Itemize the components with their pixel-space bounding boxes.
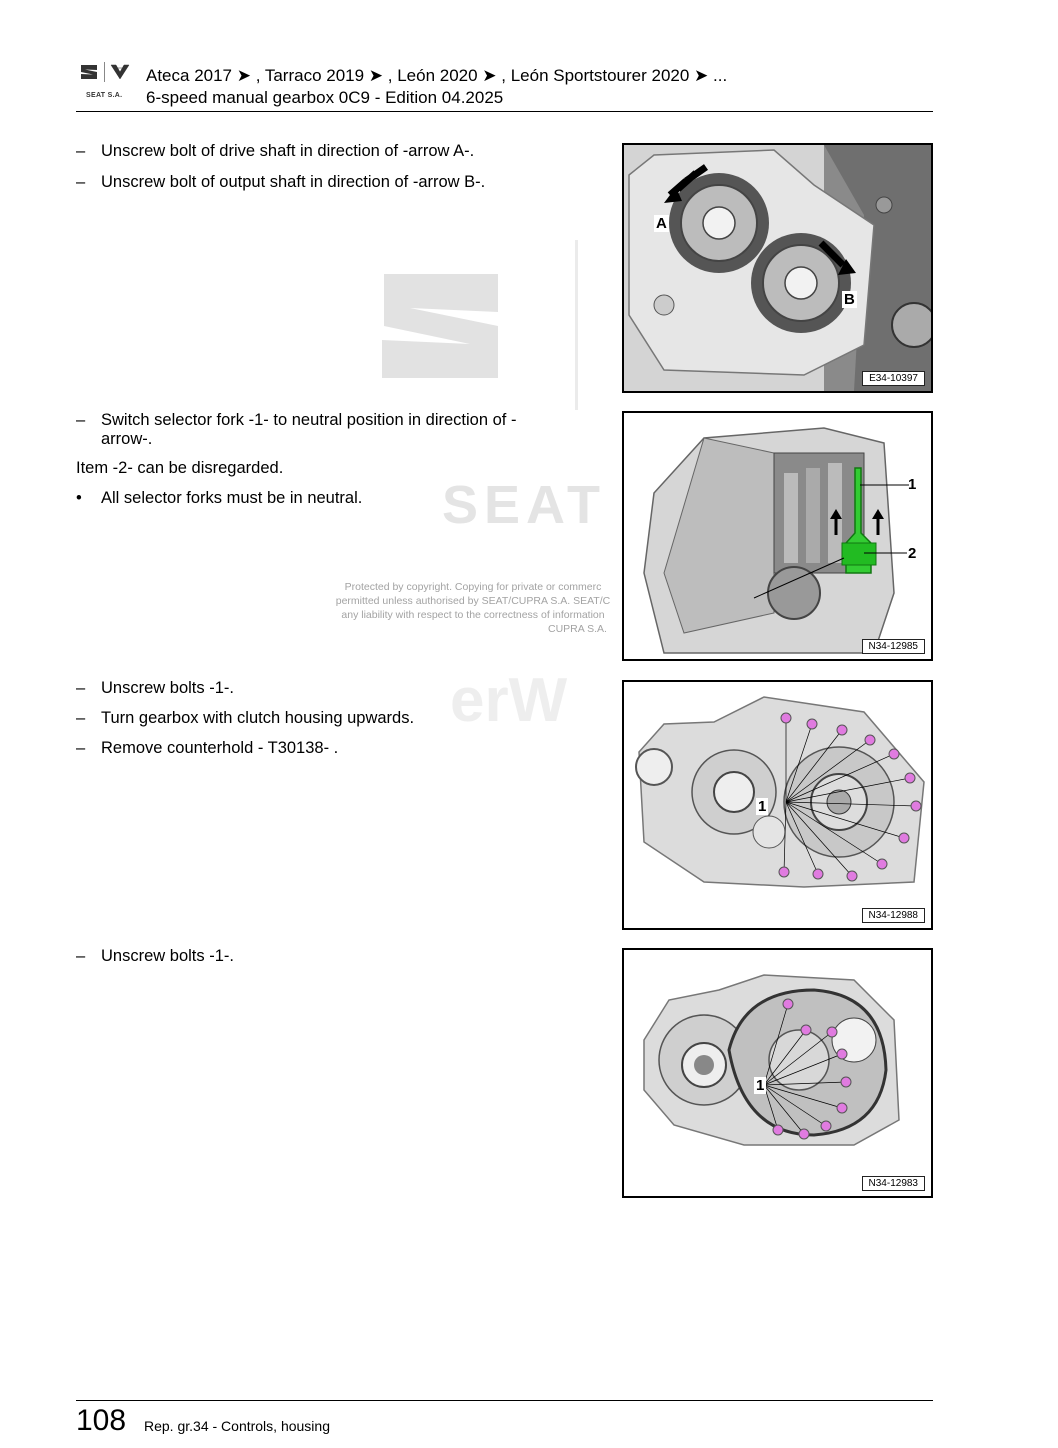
step-bullet: –	[76, 947, 86, 965]
copyright-line: any liability with respect to the correctness of information	[341, 609, 605, 621]
step-text: Unscrew bolts -1-.	[101, 679, 234, 697]
step-bullet: –	[76, 739, 86, 757]
watermark-divider	[575, 240, 578, 410]
step-bullet: –	[76, 679, 86, 697]
copyright-line: Protected by copyright. Copying for private or commerc	[344, 581, 602, 593]
gearbox-illustration	[624, 145, 931, 391]
gearbox-illustration	[624, 950, 931, 1196]
figure-label-a: A	[656, 215, 667, 232]
gearbox-illustration	[624, 413, 931, 659]
figure-code: N34-12985	[862, 639, 925, 654]
brand-name: SEAT S.A.	[86, 92, 123, 99]
step-bullet: •	[76, 489, 82, 507]
step-text: Unscrew bolt of output shaft in direction of -arrow B-.	[101, 173, 486, 191]
gearbox-illustration	[624, 682, 931, 928]
figure-code: N34-12983	[862, 1176, 925, 1191]
cupra-logo-icon	[110, 64, 130, 80]
logo-divider	[104, 62, 105, 82]
step-bullet: –	[76, 709, 86, 727]
figure-label-1: 1	[908, 476, 917, 493]
figure-housing-bolts	[622, 680, 933, 930]
figure-code: E34-10397	[862, 371, 925, 386]
copyright-line: permitted unless authorised by SEAT/CUPRA S.A. SEAT/C	[335, 595, 611, 607]
note-text: Item -2- can be disregarded.	[76, 459, 284, 477]
copyright-notice	[318, 580, 628, 636]
figure-clutch-housing-bolts	[622, 948, 933, 1198]
step-bullet: –	[76, 142, 86, 160]
step-text: Switch selector fork -1- to neutral position in direction of -arrow-.	[101, 411, 517, 448]
step-text: Unscrew bolt of drive shaft in direction of -arrow A-.	[101, 142, 475, 160]
page-header	[76, 60, 933, 112]
watermark-erwin: erW	[450, 666, 568, 735]
copyright-line: CUPRA S.A.	[548, 623, 607, 635]
figure-label-b: B	[844, 291, 855, 308]
step-text: All selector forks must be in neutral.	[101, 489, 363, 507]
step-text: Unscrew bolts -1-.	[101, 947, 234, 965]
page-number: 108	[76, 1404, 127, 1437]
footer-section: Rep. gr.34 - Controls, housing	[144, 1418, 330, 1434]
figure-drive-output-shaft-bolts	[622, 143, 933, 393]
figure-selector-fork-neutral	[622, 411, 933, 661]
header-subtitle: 6-speed manual gearbox 0C9 - Edition 04.2025	[146, 88, 504, 107]
page-footer	[76, 1400, 933, 1437]
figure-label-1: 1	[756, 1077, 765, 1094]
figure-label-2: 2	[908, 545, 917, 562]
seat-watermark-logo-icon	[380, 272, 500, 380]
seat-logo-icon	[79, 64, 99, 80]
step-text: Turn gearbox with clutch housing upwards.	[101, 709, 415, 727]
figure-code: N34-12988	[862, 908, 925, 923]
step-text: Remove counterhold - T30138- .	[101, 739, 339, 757]
brand-logo	[76, 60, 132, 104]
header-models: Ateca 2017 ➤ , Tarraco 2019 ➤ , León 2020 ➤ , León Sportstourer 2020 ➤ ...	[146, 66, 728, 85]
figure-label-1: 1	[758, 798, 767, 815]
step-bullet: –	[76, 173, 86, 191]
watermark-brand: SEAT	[442, 475, 607, 535]
step-bullet: –	[76, 411, 86, 429]
